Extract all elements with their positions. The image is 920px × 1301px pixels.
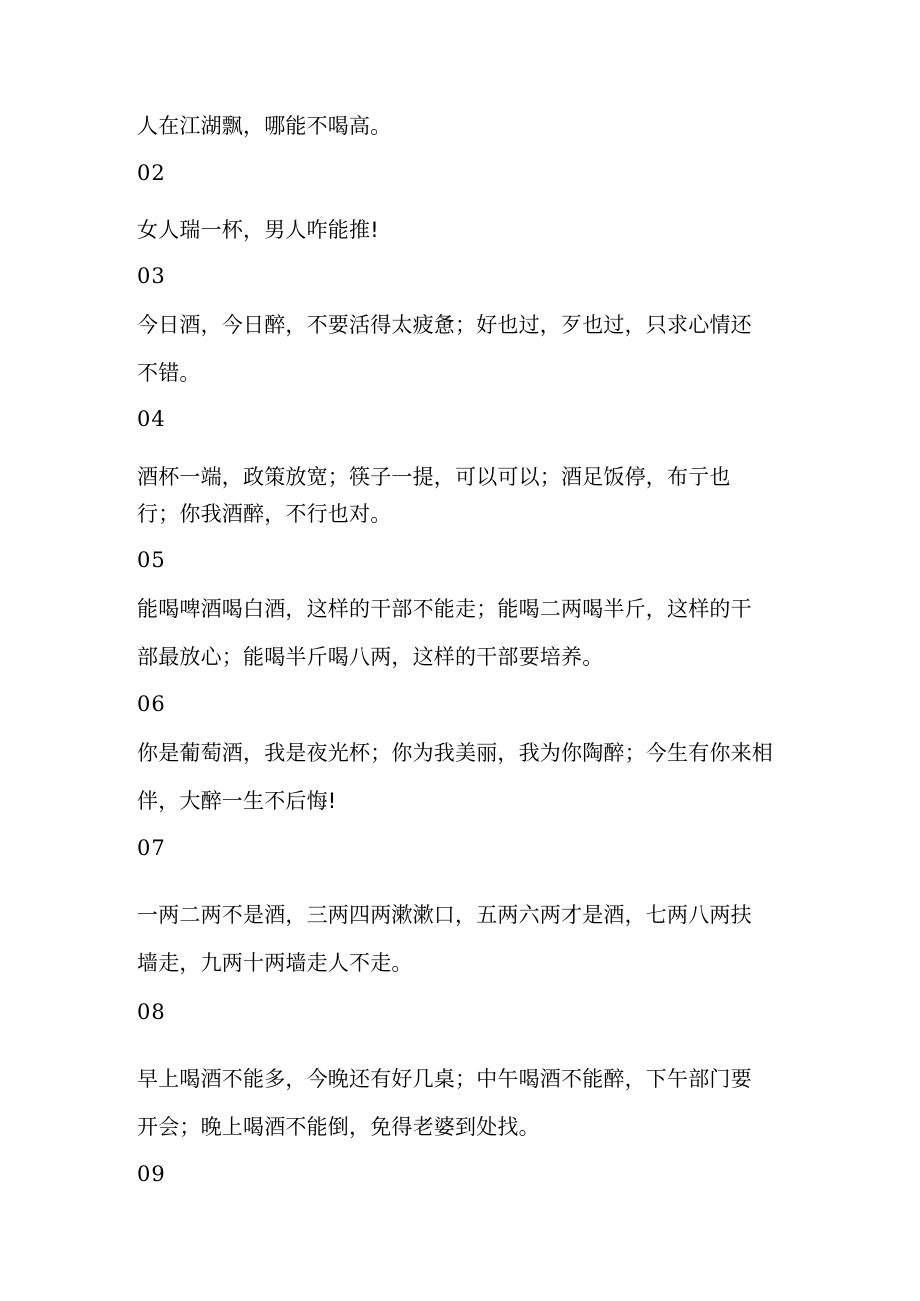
intro-line: 人在江湖飘，哪能不喝高。: [137, 114, 392, 138]
item-number-04: 04: [137, 407, 166, 431]
item-04-line-1: 酒杯一端，政策放宽；筷子一提，可以可以；酒足饭停，布亍也: [137, 465, 731, 489]
item-number-06: 06: [137, 692, 166, 716]
item-03-line-1: 今日酒，今日醉，不要活得太疲惫；好也过，歹也过，只求心情还: [137, 313, 752, 337]
item-04-line-2: 行；你我酒醉，不行也对。: [137, 502, 392, 526]
item-08-line-2: 开会；晚上喝酒不能倒，免得老婆到处找。: [137, 1115, 540, 1139]
item-number-03: 03: [137, 264, 166, 288]
item-06-line-1: 你是葡萄酒，我是夜光杯；你为我美丽，我为你陶醉；今生有你来相: [137, 741, 773, 765]
item-06-line-2: 伴，大醉一生不后悔!: [137, 789, 337, 813]
item-07-line-2: 墙走，九两十两墙走人不走。: [137, 951, 413, 975]
item-02-line-1: 女人瑞一杯，男人咋能推!: [137, 218, 379, 242]
item-05-line-2: 部最放心；能喝半斤喝八两，这样的干部要培养。: [137, 645, 604, 669]
item-number-07: 07: [137, 836, 166, 860]
item-number-02: 02: [137, 161, 166, 185]
item-number-08: 08: [137, 1000, 166, 1024]
item-number-05: 05: [137, 548, 166, 572]
item-03-line-2: 不错。: [137, 361, 201, 385]
item-08-line-1: 早上喝酒不能多，今晚还有好几桌；中午喝酒不能醉，下午部门要: [137, 1067, 752, 1091]
item-07-line-1: 一两二两不是酒，三两四两漱漱口，五两六两才是酒，七两八两扶: [137, 903, 752, 927]
item-05-line-1: 能喝啤酒喝白酒，这样的干部不能走；能喝二两喝半斤，这样的干: [137, 597, 752, 621]
item-number-09: 09: [137, 1162, 166, 1186]
